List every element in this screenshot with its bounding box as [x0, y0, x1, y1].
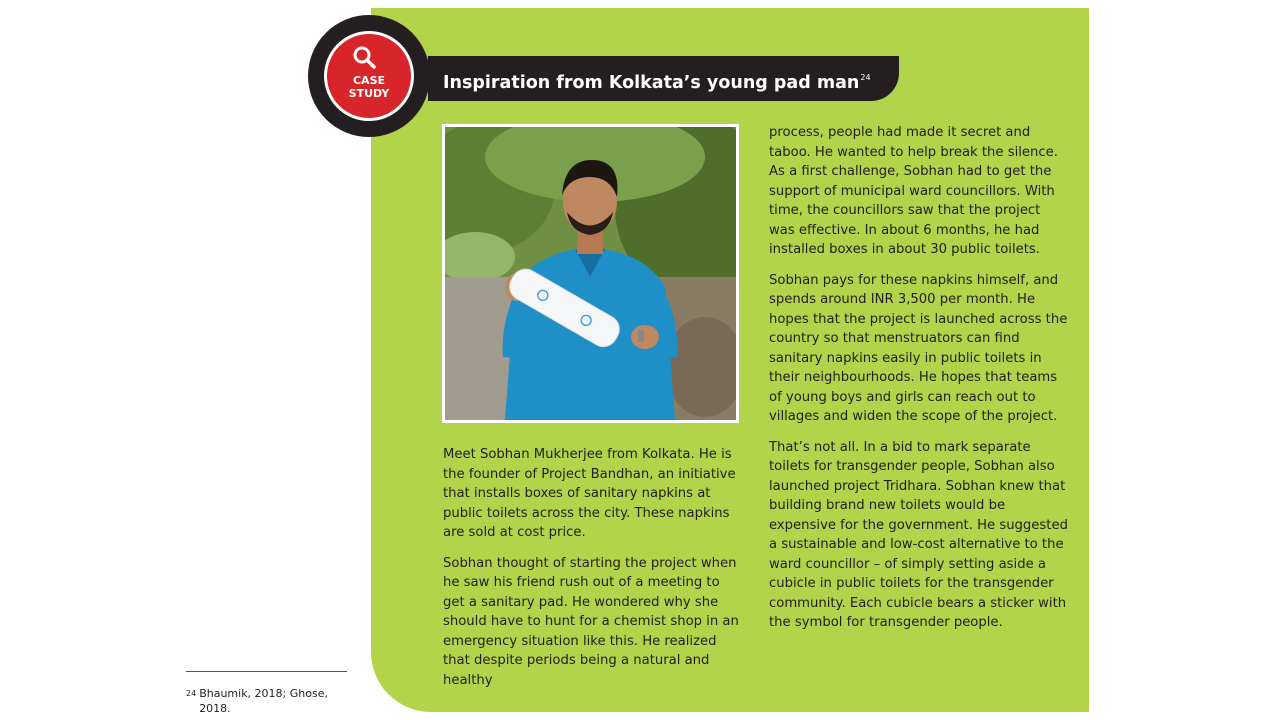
page-title [443, 66, 871, 95]
paragraph: Sobhan thought of starting the project when he saw his friend rush out of a meeting to get a sanitary pad. He wondered why she should have to hunt for a chemist shop in an emergency situation like this. He realized that despite periods being a natural and healthy [443, 555, 739, 688]
case-study-label [324, 74, 414, 100]
case-study-label-line2: STUDY [348, 87, 390, 100]
right-column [769, 123, 1069, 644]
footnote [186, 686, 351, 716]
paragraph: That’s not all. In a bid to mark separate toilets for transgender people, Sobhan also launched project Tridhara. Sobhan knew that building brand new toilets would be expensive for the government. He suggested a sustainable and low-cost alternative to the ward councillor – of simply setting aside a cubicle in public toilets for the transgender community. Each cubicle bears a sticker with the symbol for transgender people. [769, 439, 1068, 630]
case-study-label-line1: CASE [352, 74, 386, 87]
title-footnote-ref: 24 [860, 73, 871, 82]
footnote-divider [186, 671, 347, 672]
footnote-number: 24 [186, 689, 197, 698]
title-text: Inspiration from Kolkata’s young pad man [443, 73, 860, 93]
paragraph: Meet Sobhan Mukherjee from Kolkata. He is the founder of Project Bandhan, an initiative that installs boxes of sanitary napkins at public toilets across the city. These napkins are sold at cost price. [443, 447, 736, 540]
sobhan-photo [445, 127, 736, 420]
paragraph: process, people had made it secret and taboo. He wanted to help break the silence. As a first challenge, Sobhan had to get the support of municipal ward councillors. With time, the councillors saw that the project was effective. In about 6 months, he had installed boxes in about 30 public toilets. [769, 125, 1058, 257]
search-icon [351, 44, 377, 70]
photo-frame [442, 124, 739, 423]
left-column [443, 445, 743, 701]
paragraph: Sobhan pays for these napkins himself, and spends around INR 3,500 per month. He hopes that the project is launched across the country so that menstruators can find sanitary napkins easily in public toilets in their neighbourhoods. He hopes that teams of young boys and girls can reach out to villages and widen the scope of the project. [769, 272, 1068, 424]
footnote-text: Bhaumik, 2018; Ghose, 2018. [199, 687, 328, 715]
